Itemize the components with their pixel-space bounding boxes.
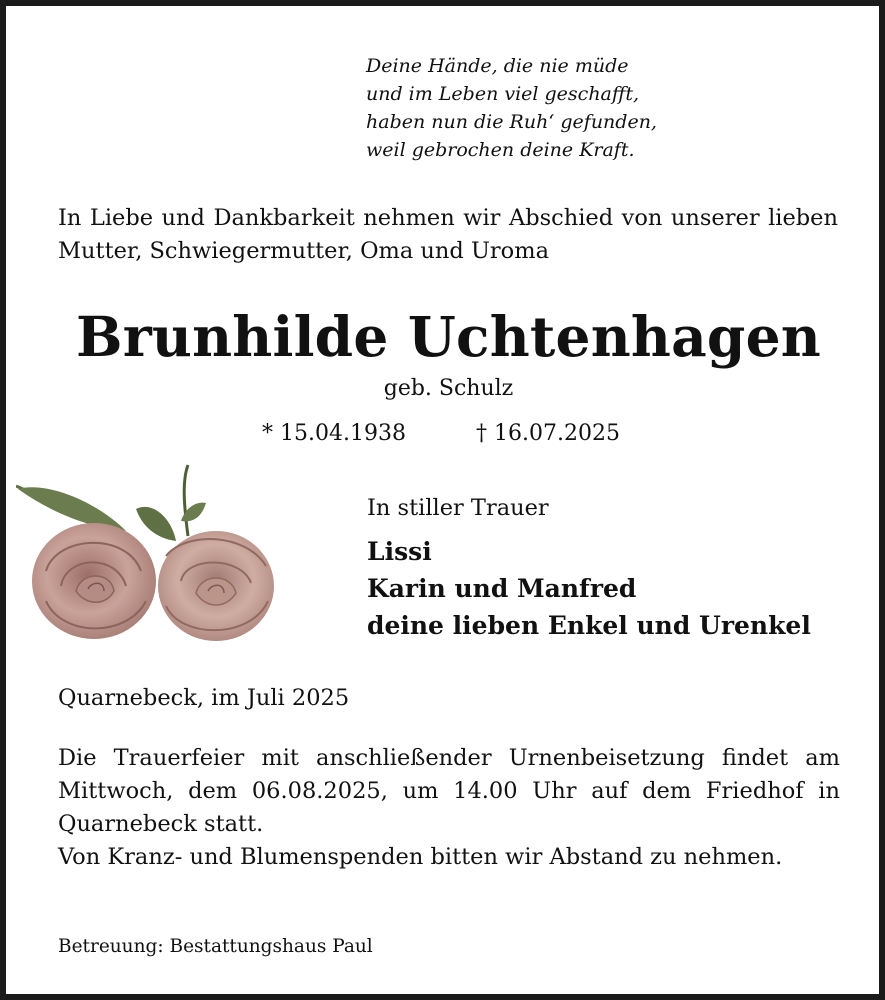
place-date: Quarnebeck, im Juli 2025 (58, 685, 350, 711)
funeral-info (58, 742, 840, 874)
maiden-name: geb. Schulz (383, 376, 514, 401)
mourner-name: Lissi (367, 537, 432, 566)
mourner-name: deine lieben Enkel und Urenkel (367, 611, 811, 640)
intro-text: In Liebe und Dankbarkeit nehmen wir Abschied von unserer lieben Mutter, Schwiegermutter, Oma und Uroma (58, 205, 838, 264)
mourner-name: Karin und Manfred (367, 574, 637, 603)
death-date: † 16.07.2025 (476, 421, 620, 446)
birth-date: * 15.04.1938 (262, 421, 406, 446)
deceased-name: Brunhilde Uchtenhagen (76, 304, 821, 369)
mourners-intro: In stiller Trauer (367, 495, 549, 521)
roses-illustration (16, 461, 286, 651)
poem-line: Deine Hände, die nie müde (366, 55, 629, 77)
poem-line: haben nun die Ruh‘ gefunden, (366, 111, 657, 133)
funeral-home: Betreuung: Bestattungshaus Paul (58, 936, 373, 957)
donation-note: Von Kranz- und Blumenspenden bitten wir Abstand zu nehmen. (58, 844, 783, 870)
poem-line: und im Leben viel geschafft, (366, 83, 640, 105)
funeral-paragraph: Die Trauerfeier mit anschließender Urnenbeisetzung findet am Mittwoch, dem 06.08.2025, um 14.00 Uhr auf dem Friedhof in Quarnebeck statt. (58, 745, 840, 837)
poem (366, 52, 786, 164)
poem-line: weil gebrochen deine Kraft. (366, 139, 635, 161)
